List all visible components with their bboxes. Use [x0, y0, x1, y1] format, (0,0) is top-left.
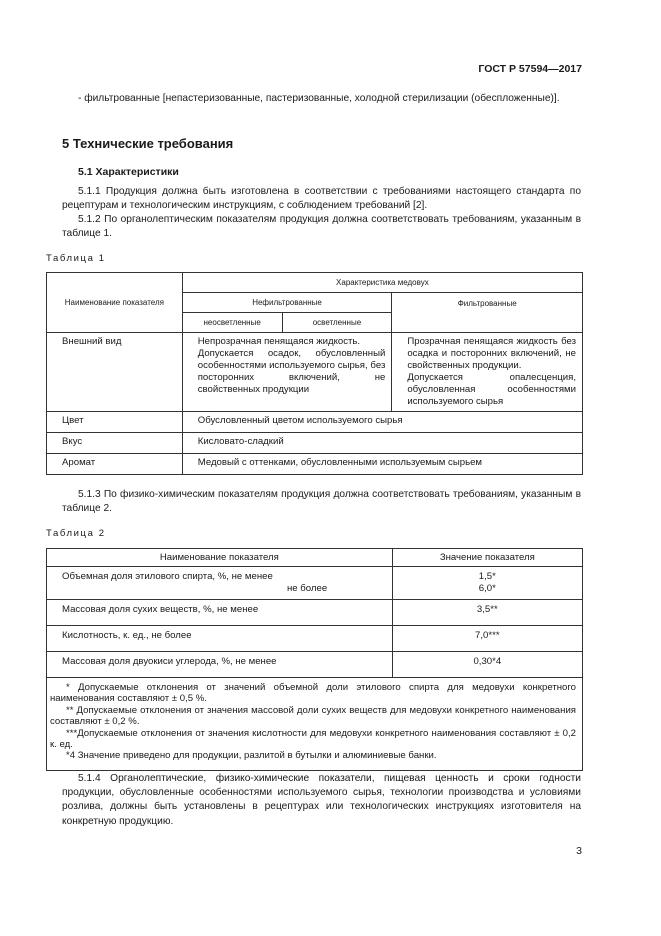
intro-paragraph: - фильтрованные [непастеризованные, пастеризованные, холодной стерилизации (обеспложенные)].: [78, 93, 560, 104]
paragraph-5-1-4: 5.1.4 Органолептические, физико-химические показатели, пищевая ценность и сроки годности продукции, обусловленные особенностями используемого сырья, технологии производства и условиями розлива, должны быть установлены в рецептурах или технологических инструкциях изготовителя на конкретную продукцию.: [62, 773, 581, 827]
table2-note: ** Допускаемые отклонения от значения массовой доли сухих веществ для медовухи конкретного наименования составляют ± 0,2 %.: [50, 704, 576, 728]
table2-row-value: 3,5**: [392, 600, 582, 626]
table2-row-value: 7,0***: [392, 626, 582, 652]
table2-caption: Таблица 2: [46, 528, 106, 539]
document-header: ГОСТ Р 57594—2017: [478, 63, 582, 75]
table2-row-name: Массовая доля сухих веществ, %, не менее: [47, 600, 393, 626]
table2-row-alcohol-max: не более: [287, 583, 328, 594]
table1-row-value: Кисловато-сладкий: [182, 433, 582, 454]
paragraph-5-1-3: 5.1.3 По физико-химическим показателям продукция должна соответствовать требованиям, указанным в таблице 2.: [62, 489, 581, 515]
section-title: 5 Технические требования: [62, 136, 234, 151]
table1-row-value: Медовый с оттенками, обусловленными используемым сырьем: [182, 454, 582, 475]
table2-note: * Допускаемые отклонения от значений объемной доли этилового спирта для медовухи конкретного наименования составляют ± 0,5 %.: [50, 682, 576, 705]
table2-row-name: Массовая доля двуокиси углерода, %, не менее: [47, 652, 393, 678]
paragraph-5-1-1: 5.1.1 Продукция должна быть изготовлена в соответствии с требованиями настоящего стандарта по рецептурам и технологическим инструкциям, с соблюдением требований [2].: [62, 186, 581, 212]
table2-row-alcohol: [47, 567, 393, 600]
table1-row-name: Цвет: [47, 412, 183, 433]
subsection-title: 5.1 Характеристики: [78, 166, 179, 178]
table1-filtered-header: Фильтрованные: [392, 293, 583, 333]
table2-row-alcohol-min: Объемная доля этилового спирта, %, не менее: [62, 571, 273, 582]
table1-appearance-unfiltered-1: Непрозрачная пенящаяся жидкость.: [197, 336, 361, 347]
table1-appearance-unfiltered: [182, 333, 392, 412]
page-number: 3: [576, 845, 582, 857]
table1: [46, 272, 583, 475]
table2-col-value: Значение показателя: [392, 549, 582, 567]
table1-appearance-filtered: [392, 333, 583, 412]
table2-alcohol-values: [392, 567, 582, 600]
table2-note: ***Допускаемые отклонения от значения кислотности для медовухи конкретного наименования составляют ± 0,2 к. ед.: [50, 727, 576, 751]
table1-unfiltered-header: Нефильтрованные: [182, 293, 392, 313]
table1-row-name: Внешний вид: [47, 333, 183, 412]
table1-row-name: Вкус: [47, 433, 183, 454]
table1-row-value: Обусловленный цветом используемого сырья: [182, 412, 582, 433]
table1-appearance-filtered-1: Прозрачная пенящаяся жидкость без осадка и посторонних включений, не свойственных продукции.: [407, 336, 576, 371]
table1-caption: Таблица 1: [46, 253, 106, 264]
table1-unclarified-header: неосветленные: [182, 313, 282, 333]
table1-col-name: Наименование показателя: [47, 273, 183, 333]
table2-value-min: 1,5*: [478, 571, 496, 582]
table1-clarified-header: осветленные: [282, 313, 392, 333]
table2-row-name: Кислотность, к. ед., не более: [47, 626, 393, 652]
table1-row-name: Аромат: [47, 454, 183, 475]
table2-col-name: Наименование показателя: [47, 549, 393, 567]
table2: [46, 548, 583, 771]
table2-note: *4 Значение приведено для продукции, разлитой в бутылки и алюминиевые банки.: [66, 750, 437, 762]
table2-value-max: 6,0*: [478, 583, 496, 594]
table1-appearance-filtered-2: Допускается опалесценция, обусловленная особенностями используемого сырья: [407, 372, 576, 407]
table1-appearance-unfiltered-2: Допускается осадок, обусловленный особенностями используемого сырья, без посторонних включений, не свойственных продукции: [197, 348, 386, 395]
table1-group-header: Характеристика медовух: [182, 273, 582, 293]
table2-row-value: 0,30*4: [392, 652, 582, 678]
paragraph-5-1-2: 5.1.2 По органолептическим показателям продукция должна соответствовать требованиям, указанным в таблице 1.: [62, 214, 581, 240]
table2-notes: [47, 678, 583, 771]
